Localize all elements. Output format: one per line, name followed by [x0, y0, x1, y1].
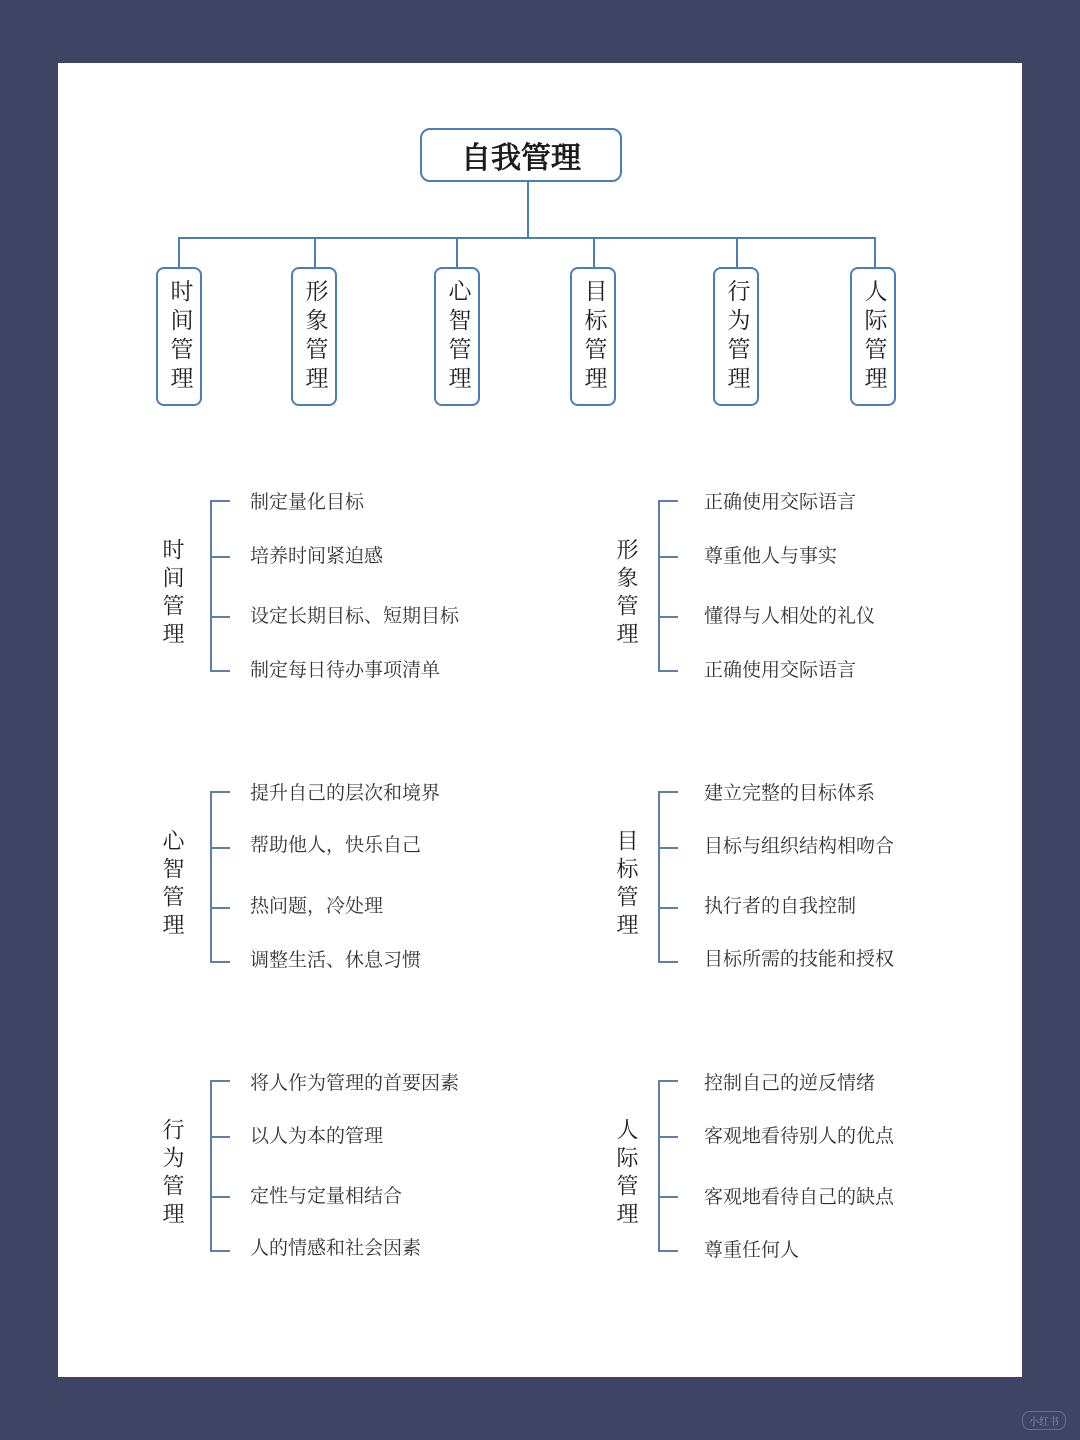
bracket — [210, 500, 230, 672]
branch-label: 形象管理 — [301, 278, 328, 395]
section-item: 懂得与人相处的礼仪 — [704, 605, 876, 627]
section-title: 形象管理 — [613, 538, 638, 650]
bracket-tick — [658, 847, 678, 849]
branch-node-interpersonal — [850, 267, 896, 406]
section-item: 培养时间紧迫感 — [250, 545, 384, 567]
bracket-tick — [210, 556, 230, 558]
section-item: 人的情感和社会因素 — [250, 1237, 422, 1259]
section-title: 时间管理 — [159, 538, 184, 650]
section-item: 将人作为管理的首要因素 — [250, 1072, 460, 1094]
bracket-tick — [658, 1136, 678, 1138]
branch-label: 时间管理 — [166, 278, 193, 395]
section-title: 目标管理 — [613, 829, 638, 941]
branch-label: 心智管理 — [444, 278, 471, 395]
bracket-tick — [210, 1196, 230, 1198]
bracket-tick — [658, 556, 678, 558]
section-image — [613, 491, 1034, 690]
branch-node-goal — [570, 267, 616, 406]
branch-node-behavior — [713, 267, 759, 406]
branch-node-image — [291, 267, 337, 406]
section-title: 心智管理 — [159, 829, 184, 941]
root-connector — [527, 182, 529, 239]
bracket — [210, 791, 230, 963]
section-item: 尊重他人与事实 — [704, 545, 838, 567]
branch-node-mind — [434, 267, 480, 406]
section-item: 设定长期目标、短期目标 — [250, 605, 460, 627]
bracket — [210, 1080, 230, 1252]
section-item: 热问题，冷处理 — [250, 895, 384, 917]
bracket-tick — [210, 907, 230, 909]
section-item: 客观地看待别人的优点 — [704, 1125, 895, 1147]
section-item: 客观地看待自己的缺点 — [704, 1186, 895, 1208]
bracket — [658, 1080, 678, 1252]
bracket-tick — [210, 1136, 230, 1138]
section-mind — [159, 782, 580, 981]
section-item: 目标所需的技能和授权 — [704, 948, 895, 970]
branch-connector — [456, 237, 458, 268]
branch-bar — [178, 237, 876, 239]
branch-connector — [736, 237, 738, 268]
root-label: 自我管理 — [461, 141, 581, 176]
section-goal — [613, 782, 1034, 981]
section-item: 帮助他人，快乐自己 — [250, 834, 422, 856]
branch-connector — [178, 237, 180, 268]
bracket-tick — [210, 616, 230, 618]
section-item: 建立完整的目标体系 — [704, 782, 876, 804]
section-item: 制定每日待办事项清单 — [250, 659, 441, 681]
section-item: 以人为本的管理 — [250, 1125, 384, 1147]
section-item: 定性与定量相结合 — [250, 1185, 403, 1207]
branch-label: 目标管理 — [580, 278, 607, 395]
section-item: 尊重任何人 — [704, 1239, 800, 1261]
section-behavior — [159, 1072, 580, 1270]
branch-label: 人际管理 — [860, 278, 887, 395]
section-item: 正确使用交际语言 — [704, 491, 857, 513]
section-title: 行为管理 — [159, 1118, 184, 1230]
section-item: 正确使用交际语言 — [704, 659, 857, 681]
root-node — [420, 128, 622, 182]
section-interpersonal — [613, 1072, 1034, 1270]
branch-connector — [593, 237, 595, 268]
branch-connector — [874, 237, 876, 268]
bracket — [658, 500, 678, 672]
section-item: 提升自己的层次和境界 — [250, 782, 441, 804]
bracket — [658, 791, 678, 963]
section-item: 调整生活、休息习惯 — [250, 949, 422, 971]
section-time — [159, 491, 580, 690]
section-title: 人际管理 — [613, 1118, 638, 1230]
watermark: 小红书 — [1022, 1411, 1066, 1430]
bracket-tick — [658, 1196, 678, 1198]
section-item: 控制自己的逆反情绪 — [704, 1072, 876, 1094]
section-item: 执行者的自我控制 — [704, 895, 857, 917]
section-item: 目标与组织结构相吻合 — [704, 835, 895, 857]
branch-connector — [314, 237, 316, 268]
section-item: 制定量化目标 — [250, 491, 365, 513]
bracket-tick — [658, 616, 678, 618]
bracket-tick — [210, 847, 230, 849]
branch-node-time — [156, 267, 202, 406]
branch-label: 行为管理 — [723, 278, 750, 395]
bracket-tick — [658, 907, 678, 909]
